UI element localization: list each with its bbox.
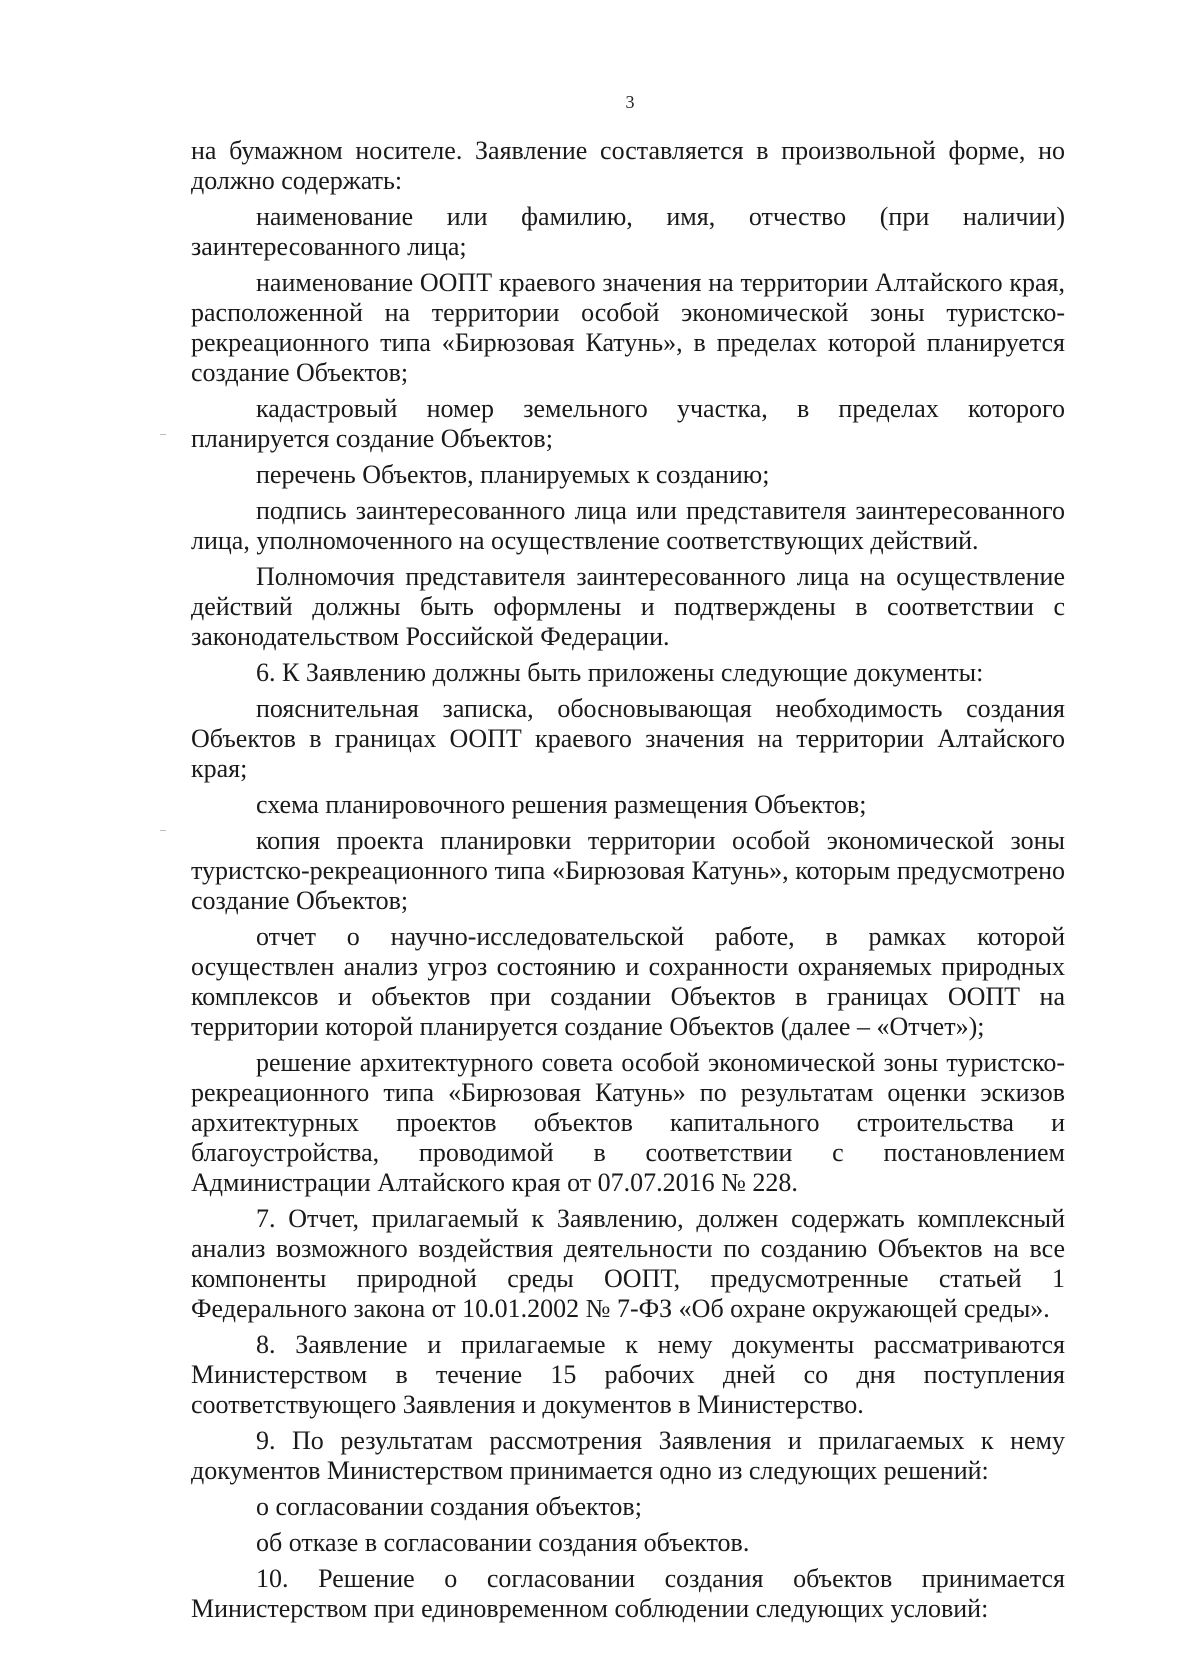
paragraph: наименование или фамилию, имя, отчество (при наличии) заинтересованного лица; <box>191 202 1065 261</box>
document-body <box>191 136 1065 1630</box>
paragraph: об отказе в согласовании создания объектов. <box>256 1528 750 1557</box>
paragraph: 6. К Заявлению должны быть приложены следующие документы: <box>256 658 984 687</box>
scan-margin-mark <box>160 434 166 435</box>
paragraph: 9. По результатам рассмотрения Заявления и прилагаемых к нему документов Министерством принимается одно из следующих решений: <box>191 1426 1065 1485</box>
paragraph: 8. Заявление и прилагаемые к нему документы рассматриваются Министерством в течение 15 рабочих дней со дня поступления соответствующего Заявления и документов в Министерство. <box>191 1330 1065 1419</box>
paragraph: перечень Объектов, планируемых к созданию; <box>256 460 770 489</box>
paragraph: пояснительная записка, обосновывающая необходимость создания Объектов в границах ООПТ краевого значения на территории Алтайского края; <box>191 694 1065 783</box>
paragraph: схема планировочного решения размещения Объектов; <box>256 790 867 819</box>
paragraph: отчет о научно-исследовательской работе, в рамках которой осуществлен анализ угроз состоянию и сохранности охраняемых природных комплексов и объектов при создании Объектов в границах ООПТ на территории которой планируется создание Объектов (далее – «Отчет»); <box>191 922 1065 1041</box>
paragraph: на бумажном носителе. Заявление составляется в произвольной форме, но должно содержать: <box>191 136 1065 195</box>
paragraph: 10. Решение о согласовании создания объектов принимается Министерством при единовременном соблюдении следующих условий: <box>191 1564 1065 1623</box>
paragraph: 7. Отчет, прилагаемый к Заявлению, должен содержать комплексный анализ возможного воздействия деятельности по созданию Объектов на все компоненты природной среды ООПТ, предусмотренные статьей 1 Федерального закона от 10.01.2002 № 7-ФЗ «Об охране окружающей среды». <box>191 1204 1065 1323</box>
paragraph: Полномочия представителя заинтересованного лица на осуществление действий должны быть оформлены и подтверждены в соответствии с законодательством Российской Федерации. <box>191 562 1065 651</box>
paragraph: подпись заинтересованного лица или представителя заинтересованного лица, уполномоченного на осуществление соответствующих действий. <box>191 496 1065 555</box>
paragraph: о согласовании создания объектов; <box>256 1492 642 1521</box>
page-number: 3 <box>625 92 635 112</box>
paragraph: кадастровый номер земельного участка, в пределах которого планируется создание Объектов; <box>191 394 1065 453</box>
paragraph: копия проекта планировки территории особой экономической зоны туристско-рекреационного типа «Бирюзовая Катунь», которым предусмотрено создание Объектов; <box>191 826 1065 915</box>
paragraph: наименование ООПТ краевого значения на территории Алтайского края, расположенной на территории особой экономической зоны туристско-рекреационного типа «Бирюзовая Катунь», в пределах которой планируется создание Объектов; <box>191 268 1065 387</box>
paragraph: решение архитектурного совета особой экономической зоны туристско-рекреационного типа «Бирюзовая Катунь» по результатам оценки эскизов архитектурных проектов объектов капитального строительства и благоустройства, проводимой в соответствии с постановлением Администрации Алтайского края от 07.07.2016 № 228. <box>191 1048 1065 1197</box>
scan-margin-mark <box>160 830 166 831</box>
